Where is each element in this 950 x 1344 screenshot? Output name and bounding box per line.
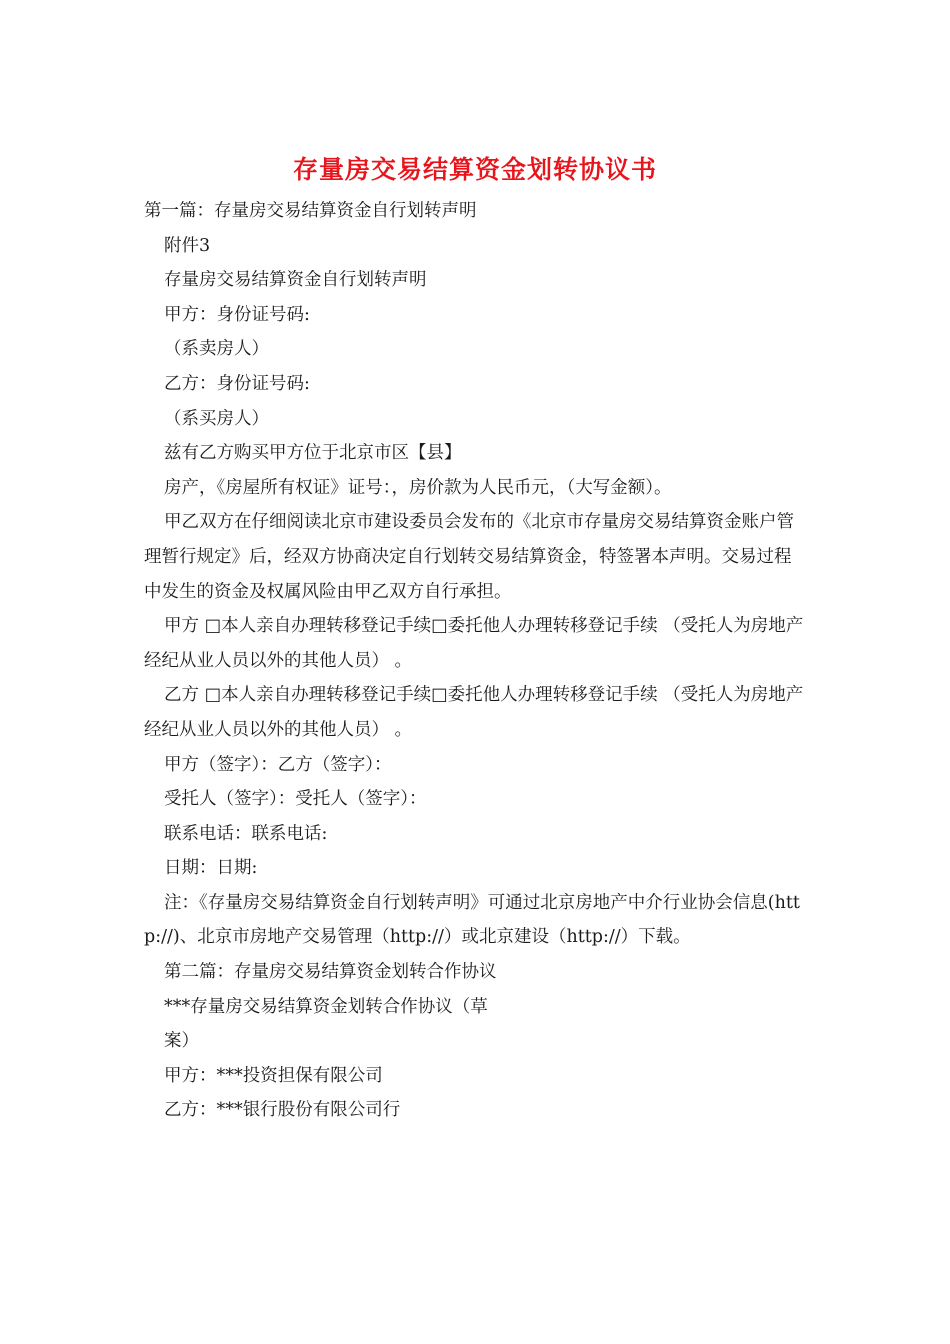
date-line: 日期：日期:: [164, 858, 258, 879]
document-title: 存量房交易结算资金划转协议书: [292, 155, 657, 184]
party-b-role: （系买房人）: [164, 408, 269, 429]
party-a-transfer-options: 甲方 □本人亲自办理转移登记手续□委托他人办理转移登记手续 （受托人为房地产经纪从业人员以外的其他人员） 。: [144, 616, 804, 671]
property-location-line: 兹有乙方购买甲方位于北京市区【县】: [164, 443, 462, 464]
cooperation-agreement-title-continued: 案）: [164, 1031, 199, 1052]
attachment-label: 附件3: [164, 235, 211, 256]
cooperation-agreement-title: ***存量房交易结算资金划转合作协议（草: [164, 996, 488, 1017]
party-b-transfer-options: 乙方 □本人亲自办理转移登记手续□委托他人办理转移登记手续 （受托人为房地产经纪从业人员以外的其他人员） 。: [144, 685, 804, 740]
declaration-title: 存量房交易结算资金自行划转声明: [164, 270, 427, 291]
party-b-bank-line: 乙方：***银行股份有限公司行: [164, 1100, 401, 1121]
signature-line: 甲方（签字）：乙方（签字）：: [164, 754, 392, 775]
property-certificate-line: 房产，《房屋所有权证》证号：，房价款为人民币元，（大写金额）。: [164, 477, 672, 498]
party-a-company-line: 甲方：***投资担保有限公司: [164, 1065, 383, 1086]
trustee-signature-line: 受托人（签字）：受托人（签字）：: [164, 789, 427, 810]
party-a-id-line: 甲方：身份证号码:: [164, 304, 310, 325]
section-heading-part-two: 第二篇：存量房交易结算资金划转合作协议: [164, 962, 497, 983]
section-heading-part-one: 第一篇：存量房交易结算资金自行划转声明: [144, 201, 477, 221]
download-note-paragraph: 注：《存量房交易结算资金自行划转声明》可通过北京房地产中介行业协会信息(http://)、北京市房地产交易管理（http://）或北京建设（http://）下载。: [144, 892, 800, 948]
party-b-id-line: 乙方：身份证号码:: [164, 373, 310, 394]
document-body: [144, 194, 808, 1128]
declaration-body-paragraph: 甲乙双方在仔细阅读北京市建设委员会发布的《北京市存量房交易结算资金账户管理暂行规定》后，经双方协商决定自行划转交易结算资金，特签署本声明。交易过程中发生的资金及权属风险由甲乙双方自行承担。: [144, 512, 794, 602]
contact-phone-line: 联系电话：联系电话:: [164, 823, 328, 844]
party-a-role: （系卖房人）: [164, 339, 269, 360]
